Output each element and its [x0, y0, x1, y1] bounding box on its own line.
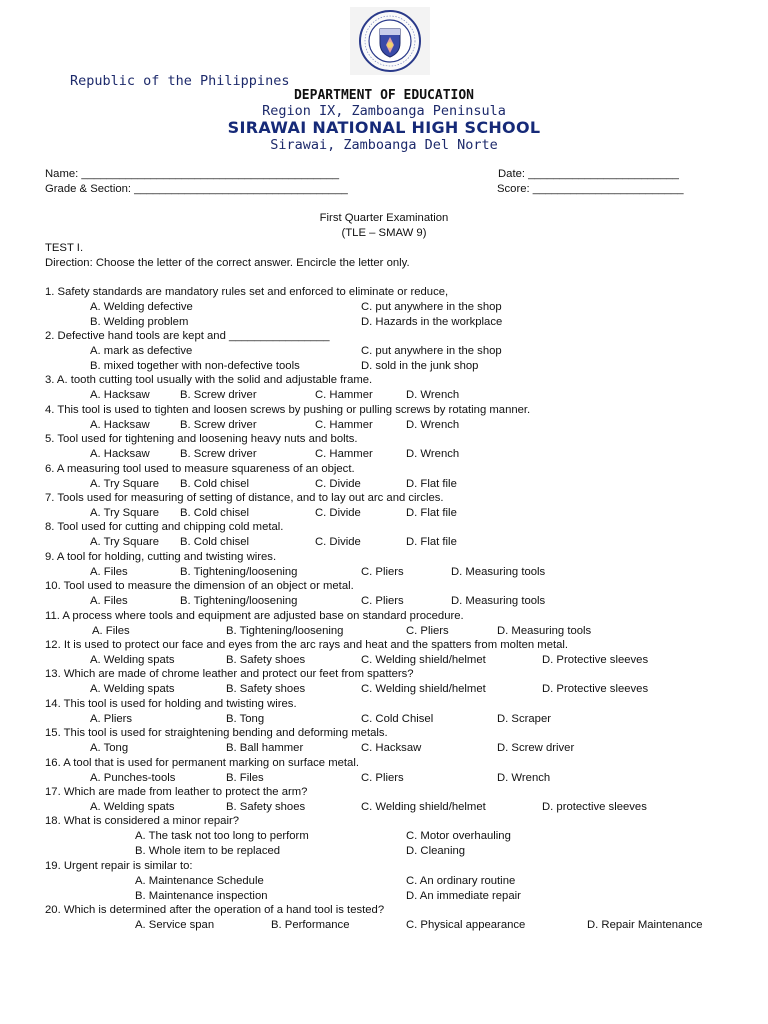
answer-choice[interactable]: A. Tong — [90, 742, 129, 754]
question-text: 1. Safety standards are mandatory rules set and enforced to eliminate or reduce, — [45, 286, 449, 298]
answer-choice[interactable]: B. Screw driver — [180, 389, 257, 401]
answer-choice[interactable]: A. Welding defective — [90, 301, 193, 313]
answer-choice[interactable]: A. Hacksaw — [90, 389, 150, 401]
republic-line: Republic of the Philippines — [70, 73, 290, 89]
answer-choice[interactable]: C. Cold Chisel — [361, 713, 434, 725]
answer-choice[interactable]: A. Try Square — [90, 478, 160, 490]
answer-choice[interactable]: D. Hazards in the workplace — [361, 316, 503, 328]
answer-choice[interactable]: C. Divide — [315, 478, 361, 490]
answer-choice[interactable]: C. Pliers — [361, 595, 404, 607]
exam-subtitle: (TLE – SMAW 9) — [341, 227, 427, 239]
answer-choice[interactable]: B. Screw driver — [180, 448, 257, 460]
question-text: 14. This tool is used for holding and twisting wires. — [45, 698, 297, 710]
question-text: 5. Tool used for tightening and loosening heavy nuts and bolts. — [45, 433, 358, 445]
answer-choice[interactable]: D. Wrench — [497, 772, 551, 784]
answer-choice[interactable]: A. Welding spats — [90, 683, 175, 695]
answer-choice[interactable]: B. Whole item to be replaced — [135, 845, 281, 857]
answer-choice[interactable]: C. Motor overhauling — [406, 830, 511, 842]
answer-choice[interactable]: A. Service span — [135, 919, 215, 931]
question-text: 3. A. tooth cutting tool usually with the solid and adjustable frame. — [45, 374, 373, 386]
question-text: 15. This tool is used for straightening bending and deforming metals. — [45, 727, 388, 739]
school-name: SIRAWAI NATIONAL HIGH SCHOOL — [227, 118, 541, 137]
question-text: 2. Defective hand tools are kept and ________________ — [45, 330, 330, 342]
answer-choice[interactable]: B. Tong — [226, 713, 265, 725]
name-field[interactable]: Name: _________________________________________ — [45, 168, 340, 180]
score-field[interactable]: Score: ________________________ — [497, 183, 684, 195]
answer-choice[interactable]: A. Files — [92, 625, 130, 637]
answer-choice[interactable]: D. Measuring tools — [451, 595, 546, 607]
question-text: 6. A measuring tool used to measure squareness of an object. — [45, 463, 355, 475]
answer-choice[interactable]: D. An immediate repair — [406, 890, 521, 902]
answer-choice[interactable]: C. Welding shield/helmet — [361, 683, 486, 695]
answer-choice[interactable]: A. Welding spats — [90, 654, 175, 666]
answer-choice[interactable]: C. An ordinary routine — [406, 875, 516, 887]
question-text: 11. A process where tools and equipment are adjusted base on standard procedure. — [45, 610, 464, 622]
answer-choice[interactable]: B. Cold chisel — [180, 478, 250, 490]
answer-choice[interactable]: B. Maintenance inspection — [135, 890, 268, 902]
answer-choice[interactable]: A. Try Square — [90, 507, 160, 519]
answer-choice[interactable]: B. Cold chisel — [180, 536, 250, 548]
question-text: 8. Tool used for cutting and chipping cold metal. — [45, 521, 284, 533]
question-text: 19. Urgent repair is similar to: — [45, 860, 193, 872]
answer-choice[interactable]: C. Hammer — [315, 419, 373, 431]
question-text: 13. Which are made of chrome leather and protect our feet from spatters? — [45, 668, 414, 680]
answer-choice[interactable]: C. Divide — [315, 536, 361, 548]
answer-choice[interactable]: A. Files — [90, 595, 128, 607]
answer-choice[interactable]: D. Protective sleeves — [542, 683, 649, 695]
question-text: 7. Tools used for measuring of setting of distance, and to lay out arc and circles. — [45, 492, 444, 504]
question-text: 4. This tool is used to tighten and loosen screws by pushing or pulling screws by rotating manner. — [45, 404, 531, 416]
answer-choice[interactable]: B. Welding problem — [90, 316, 189, 328]
answer-choice[interactable]: A. Try Square — [90, 536, 160, 548]
answer-choice[interactable]: B. mixed together with non-defective tools — [90, 360, 300, 372]
date-field[interactable]: Date: ________________________ — [498, 168, 679, 180]
answer-choice[interactable]: A. Pliers — [90, 713, 133, 725]
exam-title: First Quarter Examination — [319, 212, 449, 224]
answer-choice[interactable]: D. Flat file — [406, 478, 457, 490]
answer-choice[interactable]: A. Welding spats — [90, 801, 175, 813]
answer-choice[interactable]: B. Tightening/loosening — [180, 595, 298, 607]
answer-choice[interactable]: B. Tightening/loosening — [180, 566, 298, 578]
answer-choice[interactable]: C. put anywhere in the shop — [361, 345, 502, 357]
answer-choice[interactable]: A. Files — [90, 566, 128, 578]
answer-choice[interactable]: B. Cold chisel — [180, 507, 250, 519]
answer-choice[interactable]: B. Safety shoes — [226, 801, 306, 813]
answer-choice[interactable]: D. Measuring tools — [451, 566, 546, 578]
answer-choice[interactable]: D. Screw driver — [497, 742, 575, 754]
answer-choice[interactable]: C. Hammer — [315, 389, 373, 401]
answer-choice[interactable]: B. Screw driver — [180, 419, 257, 431]
answer-choice[interactable]: B. Tightening/loosening — [226, 625, 344, 637]
department-name: DEPARTMENT OF EDUCATION — [293, 88, 474, 103]
deped-seal-logo — [350, 7, 430, 75]
question-text: 20. Which is determined after the operation of a hand tool is tested? — [45, 904, 385, 916]
answer-choice[interactable]: C. Physical appearance — [406, 919, 526, 931]
answer-choice[interactable]: C. Pliers — [361, 566, 404, 578]
answer-choice[interactable]: D. Wrench — [406, 448, 460, 460]
answer-choice[interactable]: C. Hammer — [315, 448, 373, 460]
answer-choice[interactable]: B. Safety shoes — [226, 654, 306, 666]
question-text: 18. What is considered a minor repair? — [45, 815, 240, 827]
answer-choice[interactable]: D. Measuring tools — [497, 625, 592, 637]
answer-choice[interactable]: A. Hacksaw — [90, 448, 150, 460]
answer-choice[interactable]: A. Punches-tools — [90, 772, 176, 784]
answer-choice[interactable]: C. Pliers — [361, 772, 404, 784]
direction-text: Direction: Choose the letter of the correct answer. Encircle the letter only. — [45, 257, 410, 269]
answer-choice[interactable]: A. mark as defective — [90, 345, 193, 357]
answer-choice[interactable]: D. Wrench — [406, 389, 460, 401]
question-text: 10. Tool used to measure the dimension of an object or metal. — [45, 580, 354, 592]
answer-choice[interactable]: B. Files — [226, 772, 264, 784]
answer-choice[interactable]: C. Welding shield/helmet — [361, 801, 486, 813]
answer-choice[interactable]: D. Wrench — [406, 419, 460, 431]
answer-choice[interactable]: B. Performance — [271, 919, 350, 931]
answer-choice[interactable]: D. Flat file — [406, 536, 457, 548]
answer-choice[interactable]: D. Flat file — [406, 507, 457, 519]
question-text: 12. It is used to protect our face and eyes from the arc rays and heat and the spatters from molten metal. — [45, 639, 569, 651]
question-text: 17. Which are made from leather to protect the arm? — [45, 786, 308, 798]
answer-choice[interactable]: A. Maintenance Schedule — [135, 875, 264, 887]
answer-choice[interactable]: C. Divide — [315, 507, 361, 519]
question-text: 9. A tool for holding, cutting and twisting wires. — [45, 551, 277, 563]
answer-choice[interactable]: D. protective sleeves — [542, 801, 647, 813]
region-line: Region IX, Zamboanga Peninsula — [262, 103, 506, 119]
question-text: 16. A tool that is used for permanent marking on surface metal. — [45, 757, 359, 769]
answer-choice[interactable]: C. Hacksaw — [361, 742, 422, 754]
answer-choice[interactable]: C. put anywhere in the shop — [361, 301, 502, 313]
answer-choice[interactable]: D. Scraper — [497, 713, 551, 725]
answer-choice[interactable]: C. Welding shield/helmet — [361, 654, 486, 666]
answer-choice[interactable]: D. Repair Maintenance — [587, 919, 703, 931]
answer-choice[interactable]: C. Pliers — [406, 625, 449, 637]
answer-choice[interactable]: D. Protective sleeves — [542, 654, 649, 666]
answer-choice[interactable]: A. Hacksaw — [90, 419, 150, 431]
answer-choice[interactable]: B. Safety shoes — [226, 683, 306, 695]
answer-choice[interactable]: D. sold in the junk shop — [361, 360, 479, 372]
answer-choice[interactable]: B. Ball hammer — [226, 742, 304, 754]
answer-choice[interactable]: A. The task not too long to perform — [135, 830, 309, 842]
school-address: Sirawai, Zamboanga Del Norte — [270, 137, 498, 153]
test-label: TEST I. — [45, 242, 84, 254]
grade-section-field[interactable]: Grade & Section: __________________________________ — [45, 183, 348, 195]
answer-choice[interactable]: D. Cleaning — [406, 845, 466, 857]
